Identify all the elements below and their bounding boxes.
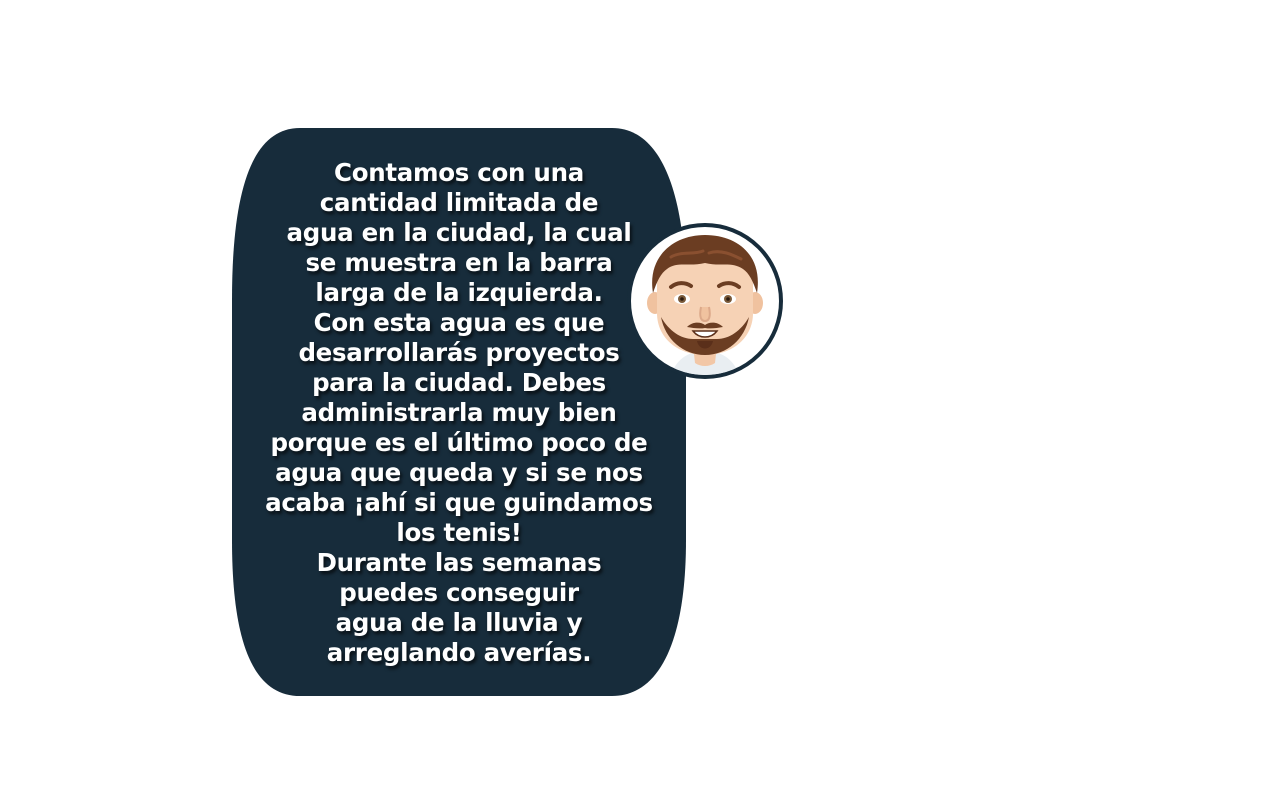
dialog-line: Durante las semanas	[316, 548, 602, 577]
dialog-line: los tenis!	[396, 518, 522, 547]
dialog-line: porque es el último poco de	[270, 428, 648, 457]
dialog-line: arreglando averías.	[326, 638, 592, 667]
dialog-line: administrarla muy bien	[301, 398, 617, 427]
dialog-line: se muestra en la barra	[305, 248, 613, 277]
dialog-line: Con esta agua es que	[313, 308, 605, 337]
dialog-line: Contamos con una	[334, 158, 584, 187]
bearded-man-avatar-icon	[631, 227, 779, 375]
dialog-line: agua que queda y si se nos	[275, 458, 643, 487]
dialog-line: cantidad limitada de	[319, 188, 599, 217]
dialog-line: para la ciudad. Debes	[312, 368, 606, 397]
dialog-line: larga de la izquierda.	[315, 278, 603, 307]
character-avatar	[627, 223, 783, 379]
dialog-line: desarrollarás proyectos	[298, 338, 620, 367]
dialog-line: agua de la lluvia y	[335, 608, 583, 637]
dialog-line: puedes conseguir	[339, 578, 579, 607]
dialog-line: acaba ¡ahí si que guindamos	[265, 488, 653, 517]
dialog-message	[246, 158, 672, 678]
dialog-line: agua en la ciudad, la cual	[286, 218, 632, 247]
